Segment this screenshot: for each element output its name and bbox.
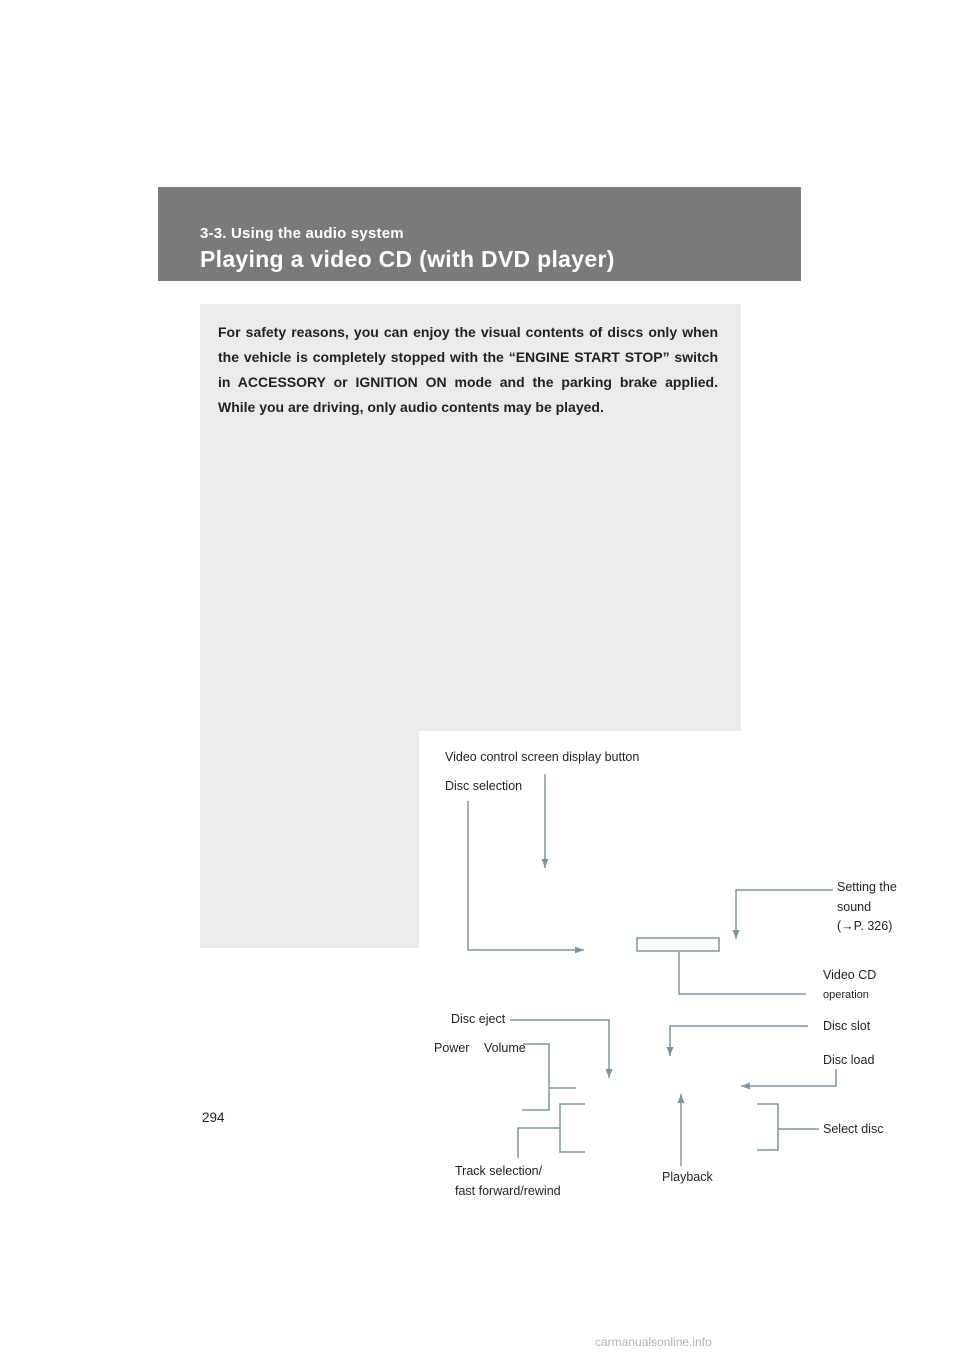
label-disc-load: Disc load [823,1053,875,1067]
section-label: 3-3. Using the audio system [200,225,404,242]
label-video-cd-1: Video CD [823,968,877,982]
leader-select-disc [757,1104,778,1150]
header-band [158,187,801,281]
label-track-selection-2: fast forward/rewind [455,1184,561,1198]
label-track-selection-1: Track selection/ [455,1164,543,1178]
leader-track-bracket [560,1104,585,1152]
leader-setting-sound [736,890,833,939]
leader-video-cd [679,952,806,994]
label-setting-sound-3: (→P. 326) [837,919,893,933]
page-number: 294 [202,1110,225,1125]
page-title: Playing a video CD (with DVD player) [200,246,615,272]
label-video-cd-2: operation [823,989,869,1001]
leader-track-selection [518,1128,560,1158]
label-disc-selection: Disc selection [445,779,523,793]
label-power: Power [434,1041,470,1055]
label-video-control: Video control screen display button [445,750,640,764]
safety-note-text: For safety reasons, you can enjoy the visual contents of discs only when the vehicle is completely stopped with the “ENGINE START STOP” switch in ACCESSORY or IGNITION ON mode and the parking brake applied. While you are driving, only audio contents may be played. [218,324,718,415]
watermark: carmanualsonline.info [595,1335,712,1349]
leader-power-volume [522,1044,549,1110]
label-playback: Playback [662,1170,713,1184]
label-setting-sound-2: sound [837,900,872,914]
label-disc-eject: Disc eject [451,1012,506,1026]
label-select-disc: Select disc [823,1122,884,1136]
leader-disc-slot [670,1026,808,1056]
label-volume: Volume [484,1041,526,1055]
diagram-panel [419,731,922,1234]
leader-disc-selection [468,801,584,950]
leader-disc-load [741,1069,836,1086]
video-cd-button [637,938,719,951]
label-disc-slot: Disc slot [823,1019,871,1033]
label-setting-sound-1: Setting the [837,880,897,894]
